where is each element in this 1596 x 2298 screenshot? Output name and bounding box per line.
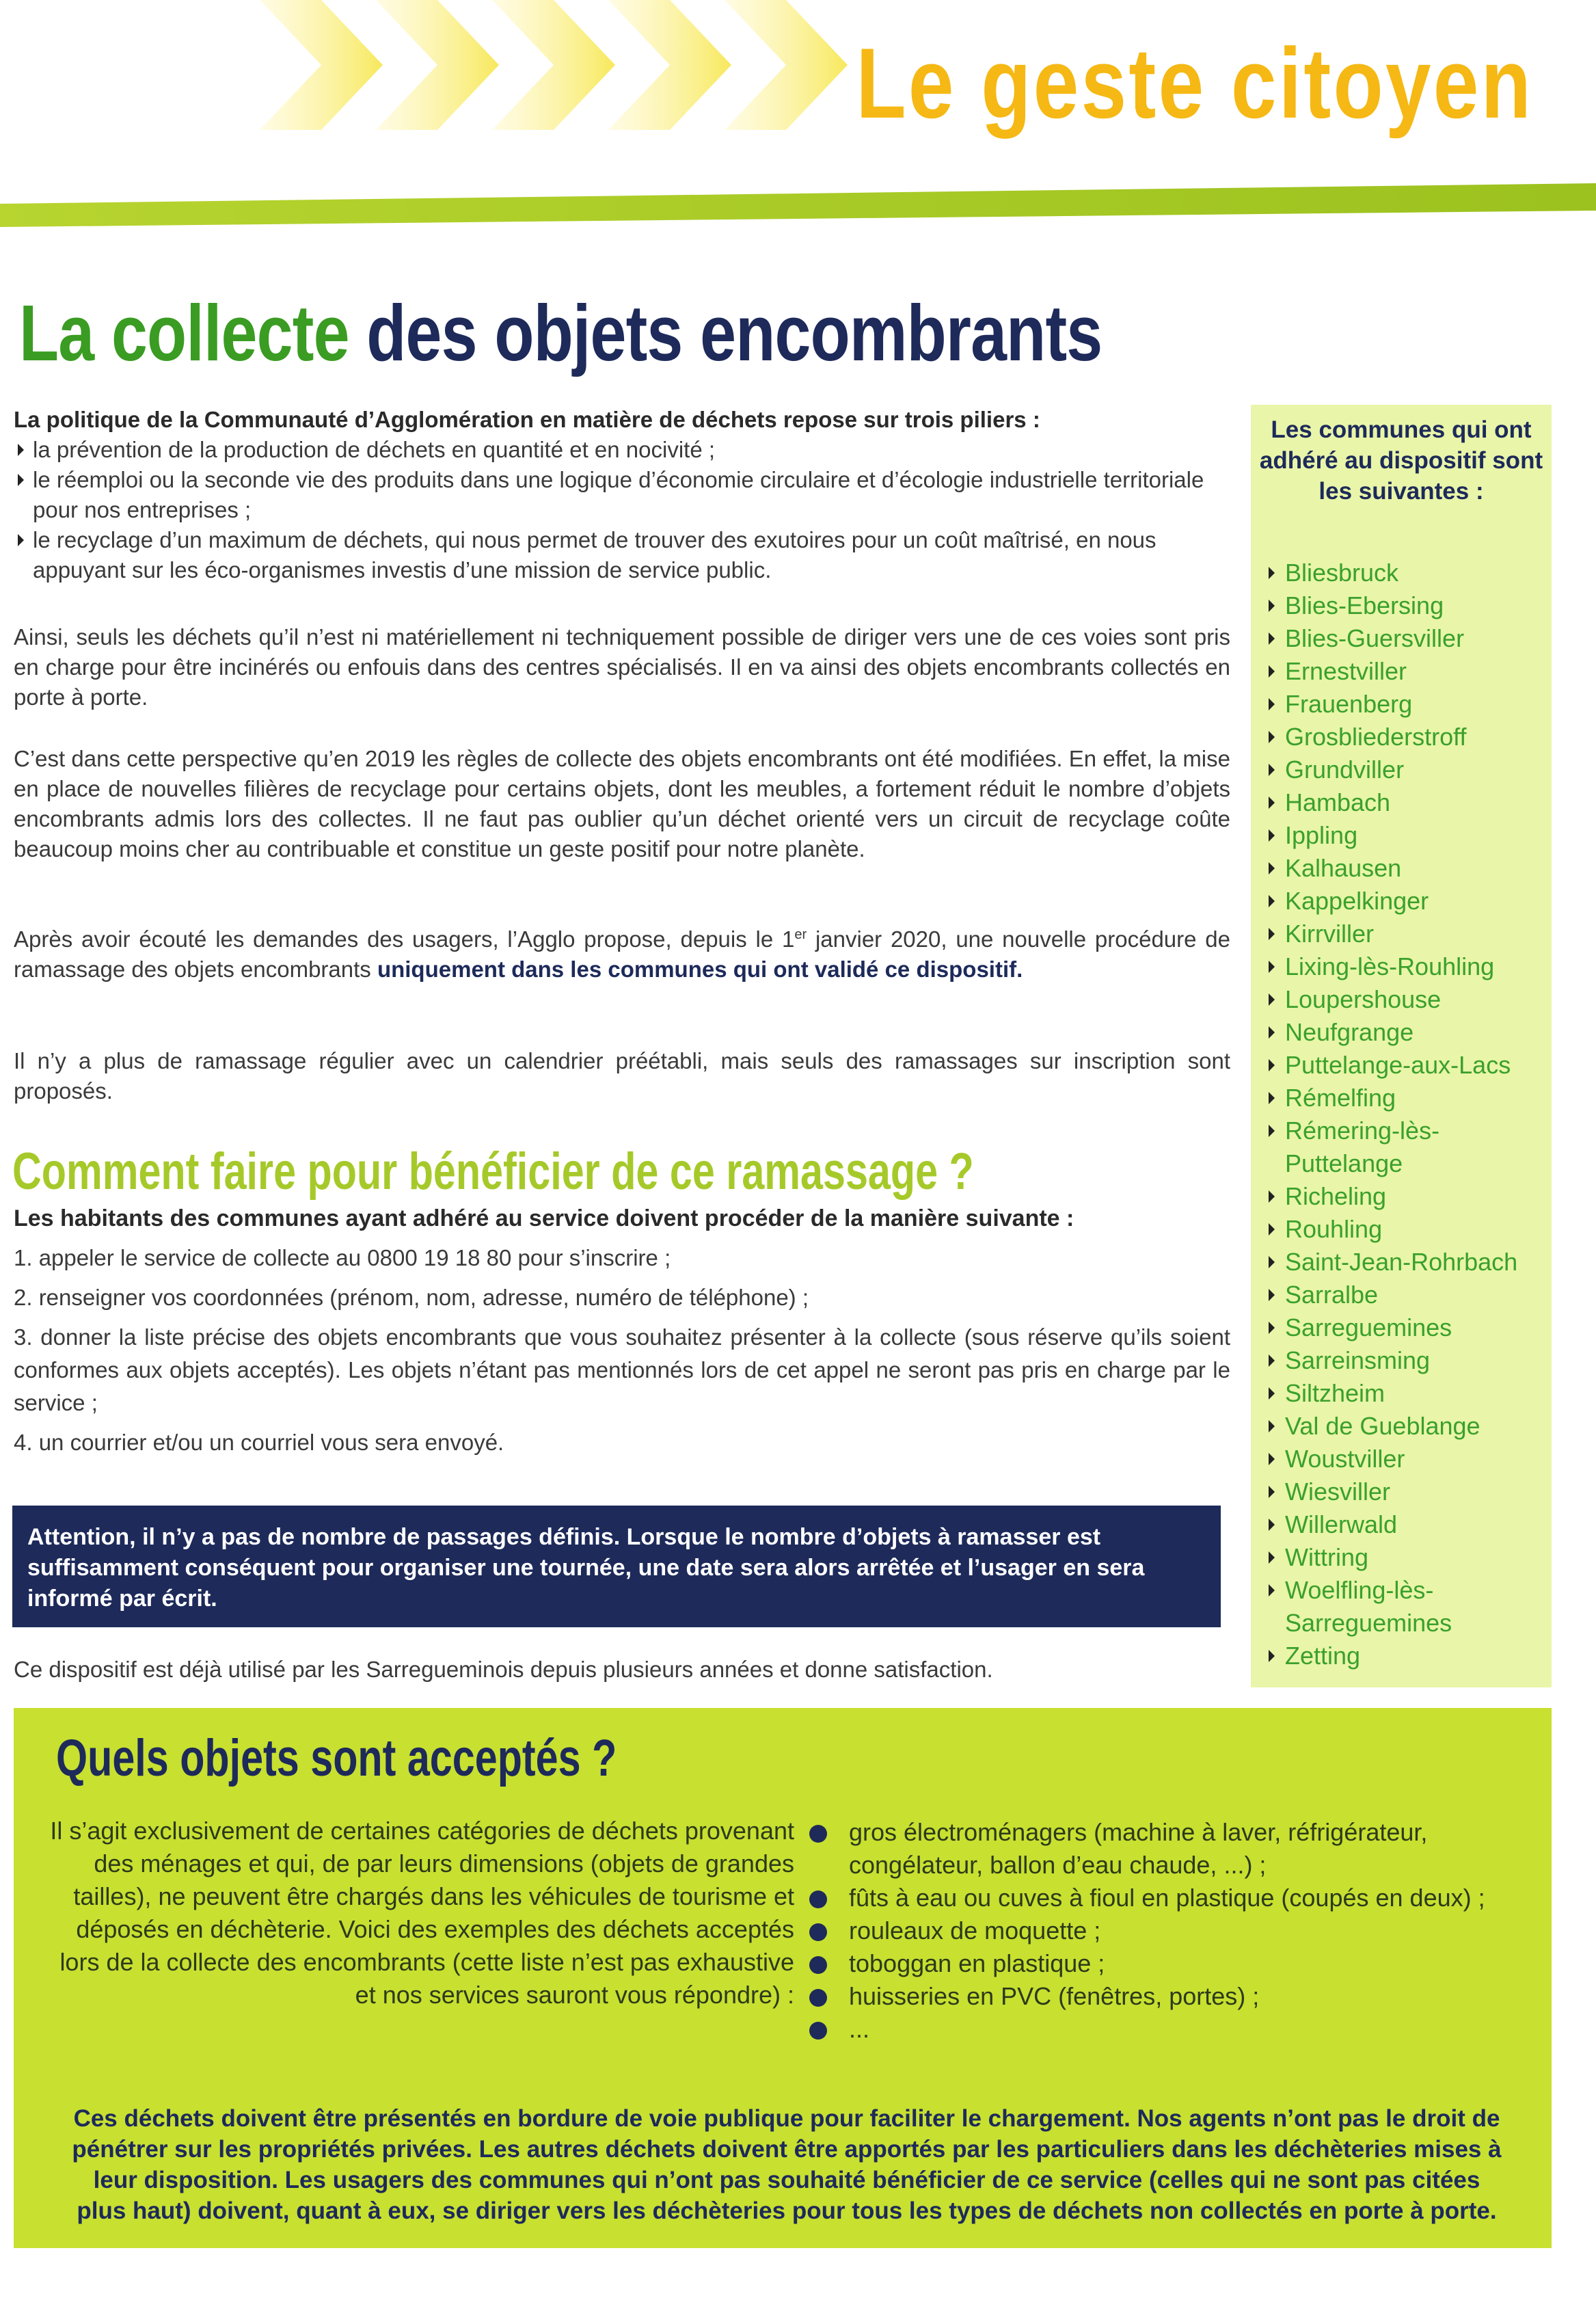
step-item: 4. un courrier et/ou un courriel vous sera envoyé.: [14, 1430, 504, 1455]
paragraph-no-regular-pickup: Il n’y a plus de ramassage régulier avec un calendrier préétabli, mais seuls des ramassages sur inscription sont proposés.: [14, 1048, 1230, 1104]
commune-item: Richeling: [1266, 1180, 1546, 1213]
step-item: 1. appeler le service de collecte au 0800 19 18 80 pour s’inscrire ;: [14, 1245, 671, 1270]
article-title-navy: des objets encombrants: [366, 289, 1103, 377]
commune-item: Sarreguemines: [1266, 1311, 1546, 1344]
accepted-item: fûts à eau ou cuves à fioul en plastique (coupés en deux) ;: [807, 1882, 1545, 1914]
para3-bold: uniquement dans les communes qui ont validé ce dispositif.: [377, 957, 1023, 982]
commune-item: Neufgrange: [1266, 1016, 1546, 1049]
chevron-decoration: [246, 0, 861, 130]
header-band: [0, 183, 1596, 227]
step-item: 3. donner la liste précise des objets encombrants que vous souhaitez présenter à la collecte (sous réserve qu’ils soient conformes aux objets acceptés). Les objets n’étant pas mentionnés lors de cet appel ne seront pas pris en charge par le service ;: [14, 1324, 1230, 1415]
commune-item: Rouhling: [1266, 1213, 1546, 1246]
bottom-note: Ces déchets doivent être présentés en bordure de voie publique pour faciliter le chargement. Nos agents n’ont pas le droit de pénétrer sur les propriétés privées. Les autres déchets doivent être apportés par les particuliers dans les déchèteries mises à leur disposition. Les usagers des communes qui n’ont pas souhaité bénéficier de ce service (celles qui ne sont pas citées plus haut) doivent, quant à eux, se diriger vers les déchèteries pour tous les types de déchets non collectés en porte à porte.: [72, 2105, 1502, 2224]
commune-item: Frauenberg: [1266, 688, 1546, 721]
paragraph-incineration: Ainsi, seuls les déchets qu’il n’est ni matériellement ni techniquement possible de diriger vers une de ces voies sont pris en charge pour être incinérés ou enfouis dans des centres spécialisés. Il en va ainsi des objets encombrants collectés en porte à porte.: [14, 624, 1230, 710]
intro: [14, 405, 1230, 585]
accepted-item: huisseries en PVC (fenêtres, portes) ;: [807, 1980, 1545, 2013]
commune-item: Bliesbruck: [1266, 557, 1546, 589]
commune-item: Loupershouse: [1266, 983, 1546, 1016]
pillar-item: la prévention de la production de déchets en quantité et en nocivité ;: [14, 435, 1230, 465]
article-title: [19, 287, 1102, 379]
commune-item: Kappelkinger: [1266, 885, 1546, 918]
commune-item: Blies-Ebersing: [1266, 589, 1546, 622]
commune-item: Woustviller: [1266, 1443, 1546, 1475]
accepted-items-list: [807, 1816, 1545, 2046]
pillar-item: le réemploi ou la seconde vie des produits dans une logique d’économie circulaire et d’écologie industrielle territoriale pour nos entreprises ;: [14, 465, 1230, 525]
commune-item: Wiesviller: [1266, 1475, 1546, 1508]
commune-item: Ippling: [1266, 819, 1546, 852]
accepted-title: Quels objets sont acceptés ?: [56, 1729, 617, 1787]
steps-list: [14, 1242, 1230, 1466]
commune-item: Woelfling-lès-Sarreguemines: [1266, 1574, 1546, 1640]
para3-part-b: janvier 2020, une nouvelle procédure de ramassage des objets encombrants: [14, 926, 1230, 982]
commune-item: Zetting: [1266, 1640, 1546, 1672]
step-item: 2. renseigner vos coordonnées (prénom, nom, adresse, numéro de téléphone) ;: [14, 1285, 809, 1310]
sidebar-title: Les communes qui ont adhéré au dispositif sont les suivantes :: [1259, 416, 1543, 505]
commune-item: Lixing-lès-Rouhling: [1266, 950, 1546, 983]
communes-list: [1266, 557, 1546, 1672]
accepted-item: rouleaux de moquette ;: [807, 1914, 1545, 1947]
commune-item: Sarreinsming: [1266, 1344, 1546, 1377]
commune-item: Grundviller: [1266, 753, 1546, 786]
howto-title: Comment faire pour bénéficier de ce ramassage ?: [12, 1143, 974, 1201]
pillars-list: [14, 435, 1230, 585]
commune-item: Willerwald: [1266, 1508, 1546, 1541]
commune-item: Kirrviller: [1266, 918, 1546, 950]
commune-item: Siltzheim: [1266, 1377, 1546, 1410]
para3-sup: er: [794, 927, 807, 942]
commune-item: Blies-Guersviller: [1266, 622, 1546, 655]
commune-item: Rémering-lès-Puttelange: [1266, 1114, 1546, 1180]
commune-item: Ernestviller: [1266, 655, 1546, 688]
communes-sidebar: [1251, 405, 1552, 1687]
commune-item: Wittring: [1266, 1541, 1546, 1574]
howto-intro: Les habitants des communes ayant adhéré au service doivent procéder de la manière suivante :: [14, 1205, 1074, 1231]
article-title-green: La collecte: [19, 289, 349, 377]
attention-box: [12, 1506, 1221, 1627]
section-title: Le geste citoyen: [856, 27, 1533, 139]
commune-item: Kalhausen: [1266, 852, 1546, 885]
para3-part-a: Après avoir écouté les demandes des usagers, l’Agglo propose, depuis le 1: [14, 926, 795, 952]
commune-item: Sarralbe: [1266, 1279, 1546, 1311]
commune-item: Val de Gueblange: [1266, 1410, 1546, 1443]
accepted-objects-box: [14, 1708, 1552, 2248]
commune-item: Saint-Jean-Rohrbach: [1266, 1246, 1546, 1279]
attention-text: Attention, il n’y a pas de nombre de passages définis. Lorsque le nombre d’objets à ramasser est suffisamment conséquent pour organiser une tournée, une date sera alors arrêtée et l’usager en sera informé par écrit.: [27, 1524, 1145, 1612]
commune-item: Grosbliederstroff: [1266, 721, 1546, 753]
closing-note: Ce dispositif est déjà utilisé par les Sarregueminois depuis plusieurs années et donne satisfaction.: [14, 1657, 993, 1682]
pillar-item: le recyclage d’un maximum de déchets, qui nous permet de trouver des exutoires pour un coût maîtrisé, en nous appuyant sur les éco-organismes investis d’une mission de service public.: [14, 525, 1230, 585]
paragraph-new-procedure: [14, 924, 1230, 985]
intro-lead: La politique de la Communauté d’Agglomération en matière de déchets repose sur trois piliers :: [14, 407, 1040, 432]
commune-item: Puttelange-aux-Lacs: [1266, 1049, 1546, 1082]
commune-item: Rémelfing: [1266, 1082, 1546, 1114]
paragraph-rules-2019: C’est dans cette perspective qu’en 2019 les règles de collecte des objets encombrants ont été modifiées. En effet, la mise en place de nouvelles filières de recyclage pour certains objets, dont les meubles, a fortement réduit le nombre d’objets encombrants admis lors des collectes. Il ne faut pas oublier qu’un déchet orienté vers un circuit de recyclage coûte beaucoup moins cher au contribuable et constitue un geste positif pour notre planète.: [14, 746, 1230, 861]
accepted-description: Il s’agit exclusivement de certaines catégories de déchets provenant des ménages et qui, de par leurs dimensions (objets de grandes tailles), ne peuvent être chargés dans les véhicules de tourisme et déposés en déchèterie. Voici des exemples des déchets acceptés lors de la collecte des encombrants (cette liste n’est pas exhaustive et nos services sauront vous répondre) :: [50, 1817, 794, 2009]
accepted-item: ...: [807, 2013, 1545, 2046]
commune-item: Hambach: [1266, 786, 1546, 819]
accepted-item: toboggan en plastique ;: [807, 1947, 1545, 1980]
accepted-item: gros électroménagers (machine à laver, réfrigérateur, congélateur, ballon d’eau chaude, ...) ;: [807, 1816, 1545, 1882]
